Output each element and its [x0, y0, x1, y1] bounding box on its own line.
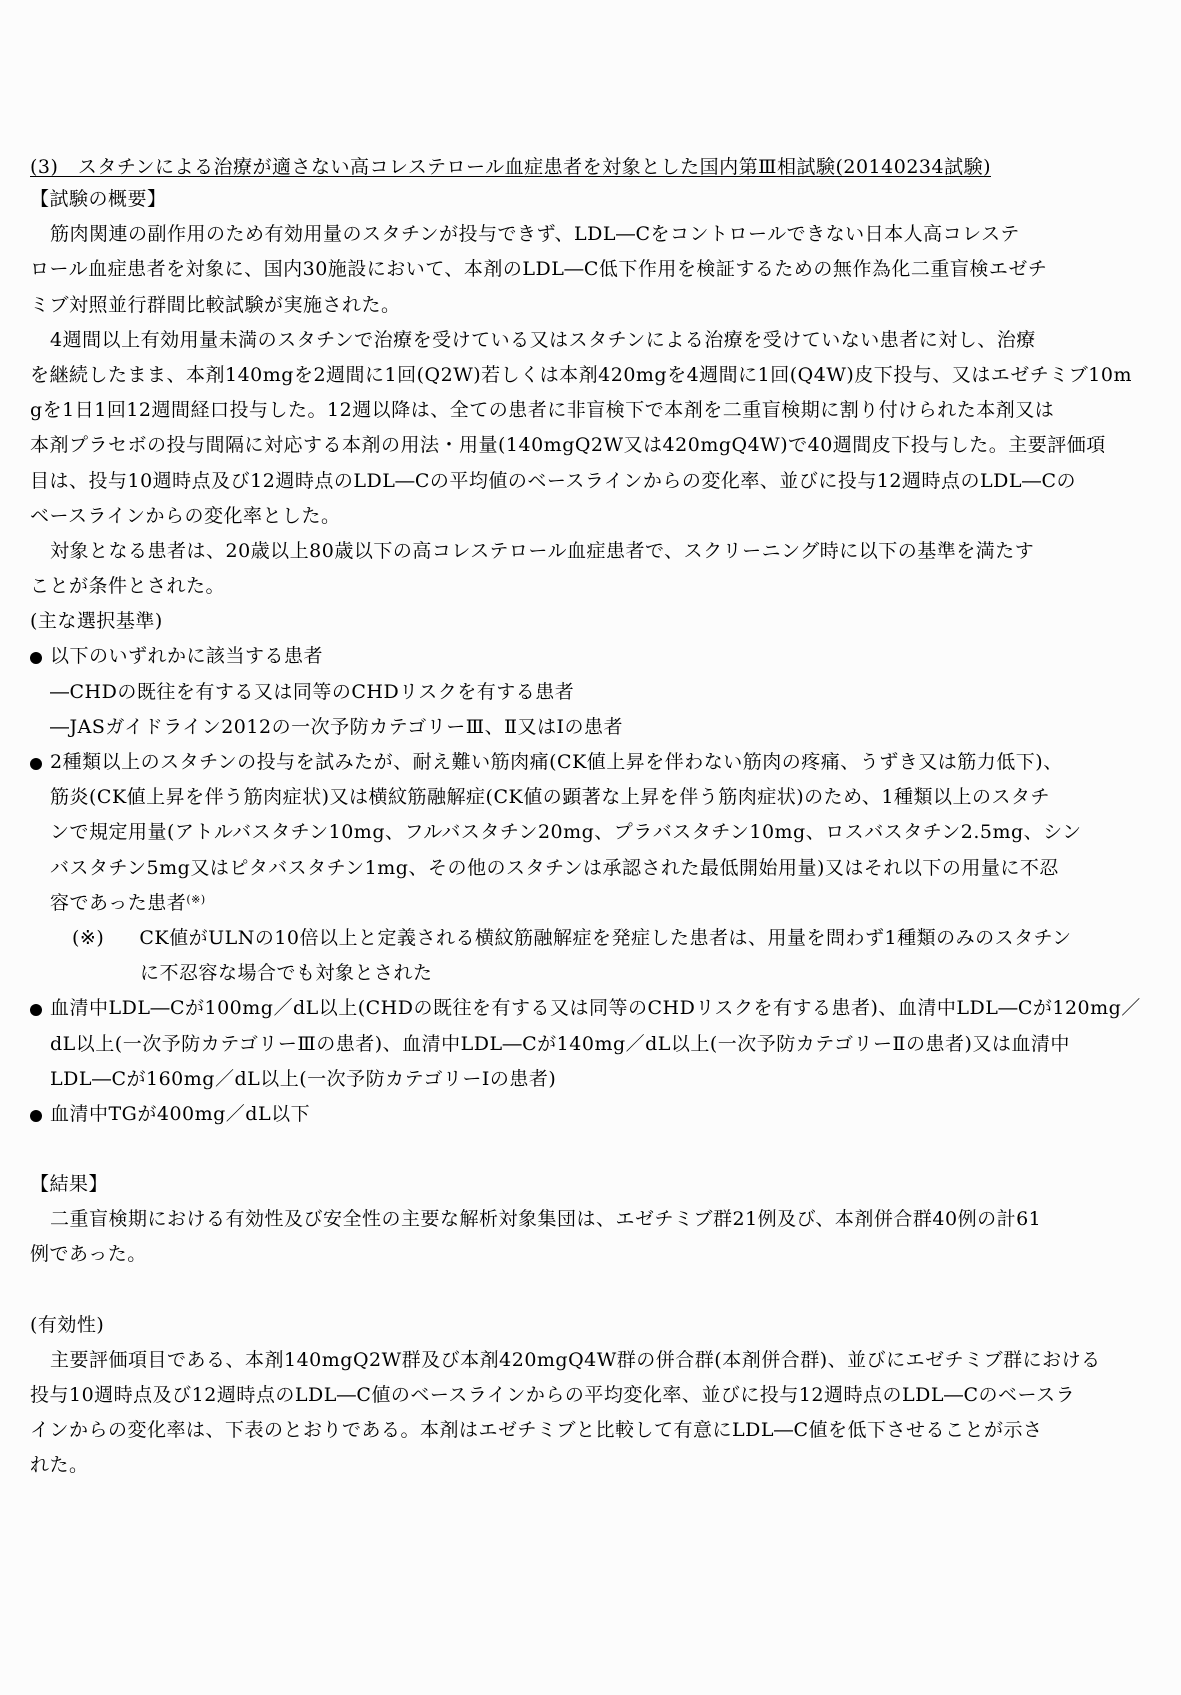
results-heading: 【結果】: [30, 1173, 109, 1196]
criteria-heading: (主な選択基準): [30, 610, 163, 633]
text-line: 4週間以上有効用量未満のスタチンで治療を受けている又はスタチンによる治療を受けていない患者に対し、治療: [50, 328, 1036, 351]
bullet-icon: [30, 1004, 42, 1016]
text-line: gを1日1回12週間経口投与した。12週以降は、全ての患者に非盲検下で本剤を二重盲検期に割り付けられた本剤又は: [30, 399, 1055, 422]
text-line: dL以上(一次予防カテゴリーⅢの患者)、血清中LDL―Cが140mg／dL以上(一次予防カテゴリーⅡの患者)又は血清中: [50, 1032, 1070, 1055]
text-line: 目は、投与10週時点及び12週時点のLDL―Cの平均値のベースラインからの変化率、並びに投与12週時点のLDL―Cの: [30, 469, 1077, 492]
criteria-bullet-2: [30, 745, 1155, 991]
text-line: ベースラインからの変化率とした。: [30, 504, 341, 527]
overview-paragraph-3: [30, 534, 1155, 604]
text-line: ロール血症患者を対象に、国内30施設において、本剤のLDL―C低下作用を検証するための無作為化二重盲検エゼチ: [30, 258, 1048, 281]
text-line: バスタチン5mg又はピタバスタチン1mg、その他のスタチンは承認された最低開始用量)又はそれ以下の用量に不忍: [50, 856, 1059, 879]
sub-item: ―JASガイドライン2012の一次予防カテゴリーⅢ、Ⅱ又はⅠの患者: [50, 715, 624, 738]
text-line: ミブ対照並行群間比較試験が実施された。: [30, 293, 401, 316]
document-page: [30, 152, 1155, 1484]
bullet-text: 血清中TGが400mg／dL以下: [50, 1102, 311, 1125]
sub-item: ―CHDの既往を有する又は同等のCHDリスクを有する患者: [50, 680, 575, 703]
text-line: れた。: [30, 1454, 89, 1477]
spacer: [30, 1273, 1155, 1308]
results-paragraph: [30, 1202, 1155, 1272]
bullet-icon: [30, 652, 42, 664]
bullet-icon: [30, 1110, 42, 1122]
criteria-bullet-1: [30, 639, 1155, 745]
overview-heading: 【試験の概要】: [30, 188, 167, 210]
overview-paragraph-2: [30, 323, 1155, 534]
text-line: 本剤プラセボの投与間隔に対応する本剤の用法・用量(140mgQ2W又は420mgQ4W)で40週間皮下投与した。主要評価項: [30, 434, 1106, 457]
footnote: [30, 921, 1155, 956]
text-fragment: 容であった患者: [50, 891, 187, 914]
bullet-line: [30, 1097, 1155, 1132]
text-line: 筋炎(CK値上昇を伴う筋肉症状)又は横紋筋融解症(CK値の顕著な上昇を伴う筋肉症状)のため、1種類以上のスタチ: [50, 786, 1050, 809]
footnote-marker: (※): [72, 926, 105, 949]
text-line: 主要評価項目である、本剤140mgQ2W群及び本剤420mgQ4W群の併合群(本剤併合群)、並びにエゼチミブ群における: [50, 1348, 1101, 1371]
bullet-line: [30, 639, 1155, 674]
bullet-text: 2種類以上のスタチンの投与を試みたが、耐え難い筋肉痛(CK値上昇を伴わない筋肉の疼痛、うずき又は筋力低下)、: [50, 751, 1063, 773]
text-line: 例であった。: [30, 1243, 147, 1266]
bullet-line: [30, 745, 1155, 780]
text-line: 二重盲検期における有効性及び安全性の主要な解析対象集団は、エゼチミブ群21例及び、本剤併合群40例の計61: [50, 1208, 1042, 1231]
bullet-text: 血清中LDL―Cが100mg／dL以上(CHDの既往を有する又は同等のCHDリスクを有する患者)、血清中LDL―Cが120mg／: [50, 997, 1141, 1020]
criteria-bullet-4: [30, 1097, 1155, 1132]
footnote-text: CK値がULNの10倍以上と定義される横紋筋融解症を発症した患者は、用量を問わず1種類のみのスタチン: [139, 926, 1072, 949]
overview-paragraph-1: [30, 217, 1155, 323]
efficacy-paragraph: [30, 1343, 1155, 1484]
text-line: [30, 886, 1155, 921]
text-line: 筋肉関連の副作用のため有効用量のスタチンが投与できず、LDL―Cをコントロールできない日本人高コレステ: [50, 223, 1020, 246]
text-line: 対象となる患者は、20歳以上80歳以下の高コレステロール血症患者で、スクリーニング時に以下の基準を満たす: [50, 539, 1035, 562]
text-line: ンで規定用量(アトルバスタチン10mg、フルバスタチン20mg、プラバスタチン10mg、ロスバスタチン2.5mg、シン: [50, 821, 1082, 844]
efficacy-heading: (有効性): [30, 1313, 105, 1336]
text-line: LDL―Cが160mg／dL以上(一次予防カテゴリーⅠの患者): [50, 1067, 557, 1090]
section-title: (3) スタチンによる治療が適さない高コレステロール血症患者を対象とした国内第Ⅲ相試験(20140234試験): [30, 156, 991, 178]
spacer: [30, 1132, 1155, 1167]
criteria-bullet-3: [30, 991, 1155, 1097]
bullet-line: [30, 991, 1155, 1026]
text-line: インからの変化率は、下表のとおりである。本剤はエゼチミブと比較して有意にLDL―C値を低下させることが示さ: [30, 1419, 1043, 1442]
footnote-mark: (※): [186, 892, 206, 906]
text-line: 投与10週時点及び12週時点のLDL―C値のベースラインからの平均変化率、並びに投与12週時点のLDL―Cのベースラ: [30, 1384, 1076, 1406]
bullet-text: 以下のいずれかに該当する患者: [50, 645, 324, 668]
text-line: ことが条件とされた。: [30, 575, 226, 598]
text-line: を継続したまま、本剤140mgを2週間に1回(Q2W)若しくは本剤420mgを4週間に1回(Q4W)皮下投与、又はエゼチミブ10m: [30, 363, 1132, 386]
bullet-icon: [30, 758, 42, 770]
footnote-continuation: に不忍容な場合でも対象とされた: [140, 962, 433, 985]
